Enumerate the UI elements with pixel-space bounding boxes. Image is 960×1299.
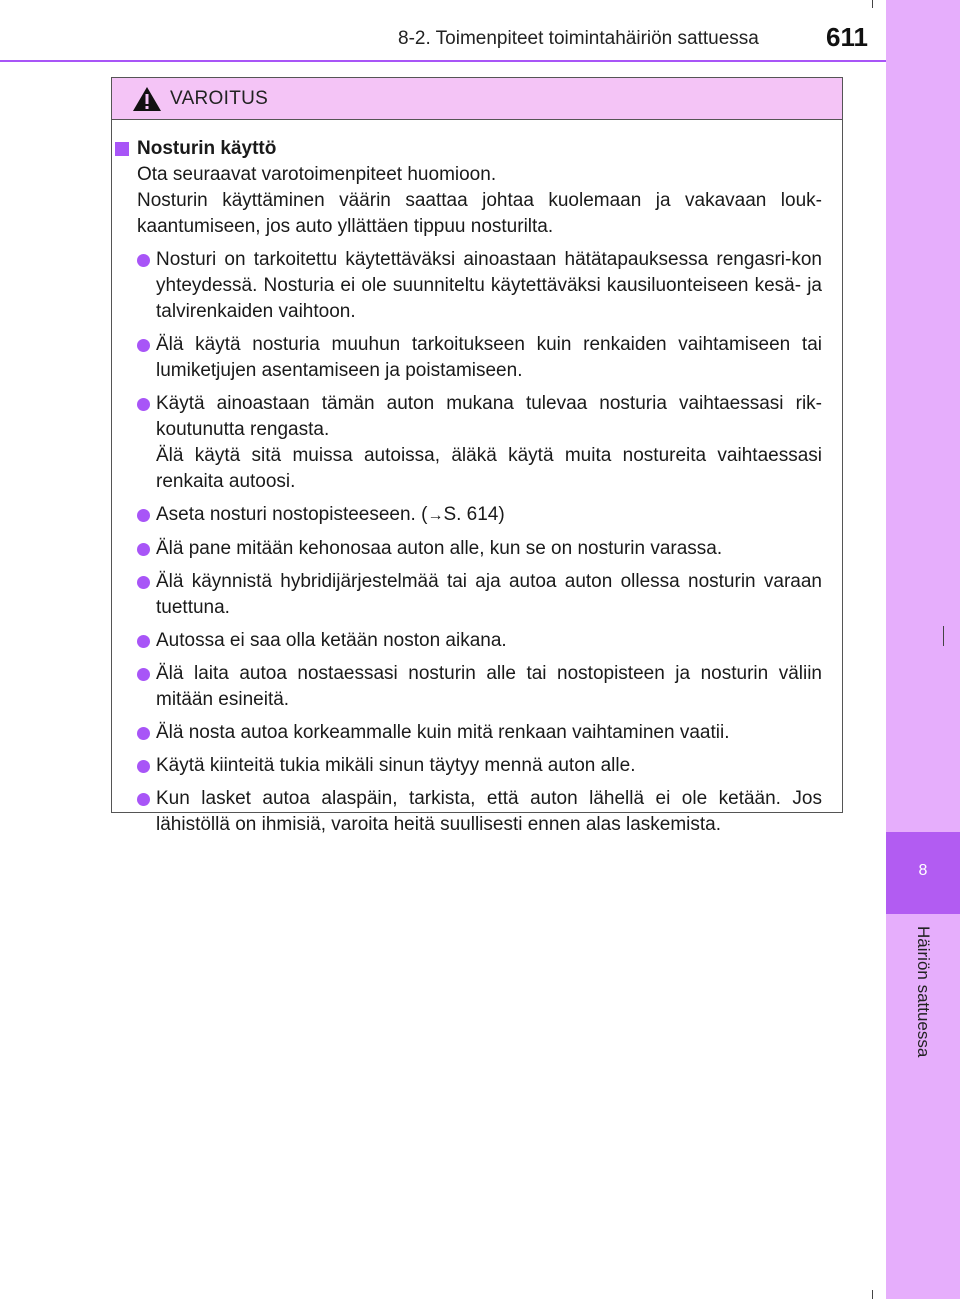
square-bullet-icon: [115, 142, 129, 156]
round-bullet-icon: [137, 668, 150, 681]
intro-line: Nosturin käyttäminen väärin saattaa johtaa kuolemaan ja vakavaan louk-kaantumiseen, jos auto yllättäen tippuu nosturilta.: [137, 190, 822, 237]
round-bullet-icon: [137, 543, 150, 556]
crop-mark: [872, 1290, 873, 1299]
section-title: Nosturin käyttö: [137, 138, 277, 159]
chapter-side-tab: [886, 0, 960, 1299]
bullet-text: Älä pane mitään kehonosaa auton alle, kun se on nosturin varassa.: [156, 538, 723, 559]
bullet-text: Käytä ainoastaan tämän auton mukana tulevaa nosturia vaihtaessasi rik-koutunutta rengasta.: [156, 393, 822, 440]
section-heading: [115, 136, 832, 162]
bullet-text: Älä laita autoa nostaessasi nosturin alle tai nostopisteen ja nosturin väliin mitään esineitä.: [156, 663, 822, 710]
bullet-text: Älä käytä nosturia muuhun tarkoitukseen kuin renkaiden vaihtamiseen tai lumiketjujen asentamiseen ja poistamiseen.: [156, 334, 822, 381]
round-bullet-icon: [137, 576, 150, 589]
bullet-text: Älä nosta autoa korkeammalle kuin mitä renkaan vaihtaminen vaatii.: [156, 722, 730, 743]
chapter-title: Häiriön sattuessa: [914, 926, 933, 1058]
header-divider: [0, 60, 886, 62]
bullet-item: [156, 786, 822, 838]
intro-text: [137, 162, 822, 240]
bullet-text: Käytä kiinteitä tukia mikäli sinun täytyy mennä auton alle.: [156, 755, 636, 776]
bullet-item: [156, 569, 822, 621]
bullet-item: [156, 661, 822, 713]
chapter-number: 8: [918, 862, 928, 879]
bullet-text: Kun lasket autoa alaspäin, tarkista, että auton lähellä ei ole ketään. Jos lähistöllä on ihmisiä, varoita heitä suullisesti ennen alas laskemista.: [156, 788, 822, 835]
bullet-item: [156, 628, 822, 654]
bullet-item: [156, 391, 822, 495]
intro-line: Ota seuraavat varotoimenpiteet huomioon.: [137, 164, 497, 185]
round-bullet-icon: [137, 793, 150, 806]
crop-mark: [872, 0, 873, 8]
arrow-right-icon: →: [427, 507, 444, 524]
round-bullet-icon: [137, 339, 150, 352]
page-header-title: 8-2. Toimenpiteet toimintahäiriön sattuessa: [398, 28, 759, 49]
round-bullet-icon: [137, 727, 150, 740]
round-bullet-icon: [137, 635, 150, 648]
round-bullet-icon: [137, 760, 150, 773]
warning-bullet-list: [112, 247, 832, 838]
bullet-item: [156, 502, 822, 529]
round-bullet-icon: [137, 509, 150, 522]
warning-header: [112, 78, 842, 120]
page-number: 611: [826, 22, 868, 52]
round-bullet-icon: [137, 398, 150, 411]
warning-triangle-icon: [132, 86, 162, 112]
crop-mark: [943, 626, 944, 646]
bullet-text: Älä käynnistä hybridijärjestelmää tai aja autoa auton ollessa nosturin varaan tuettuna.: [156, 571, 822, 618]
warning-content: [112, 120, 842, 838]
page-reference-link[interactable]: S. 614): [443, 504, 505, 525]
bullet-text: Älä käytä sitä muissa autoissa, äläkä käytä muita nostureita vaihtaessasi renkaita autoosi.: [156, 445, 822, 492]
bullet-item: [156, 332, 822, 384]
round-bullet-icon: [137, 254, 150, 267]
bullet-text: Nosturi on tarkoitettu käytettäväksi ainoastaan hätätapauksessa rengasri-kon yhteydessä. Nosturia ei ole suunniteltu käytettäväksi kausiluonteiseen kesä- ja talvirenkaiden vaihtoon.: [156, 249, 822, 322]
bullet-item: [156, 247, 822, 325]
bullet-item: [156, 536, 822, 562]
warning-box: [111, 77, 843, 835]
warning-label: VAROITUS: [170, 88, 269, 109]
bullet-text: Autossa ei saa olla ketään noston aikana.: [156, 630, 507, 651]
bullet-item: [156, 753, 822, 779]
bullet-text: Aseta nosturi nostopisteeseen. (: [156, 504, 428, 525]
chapter-number-block: [886, 832, 960, 914]
bullet-item: [156, 720, 822, 746]
